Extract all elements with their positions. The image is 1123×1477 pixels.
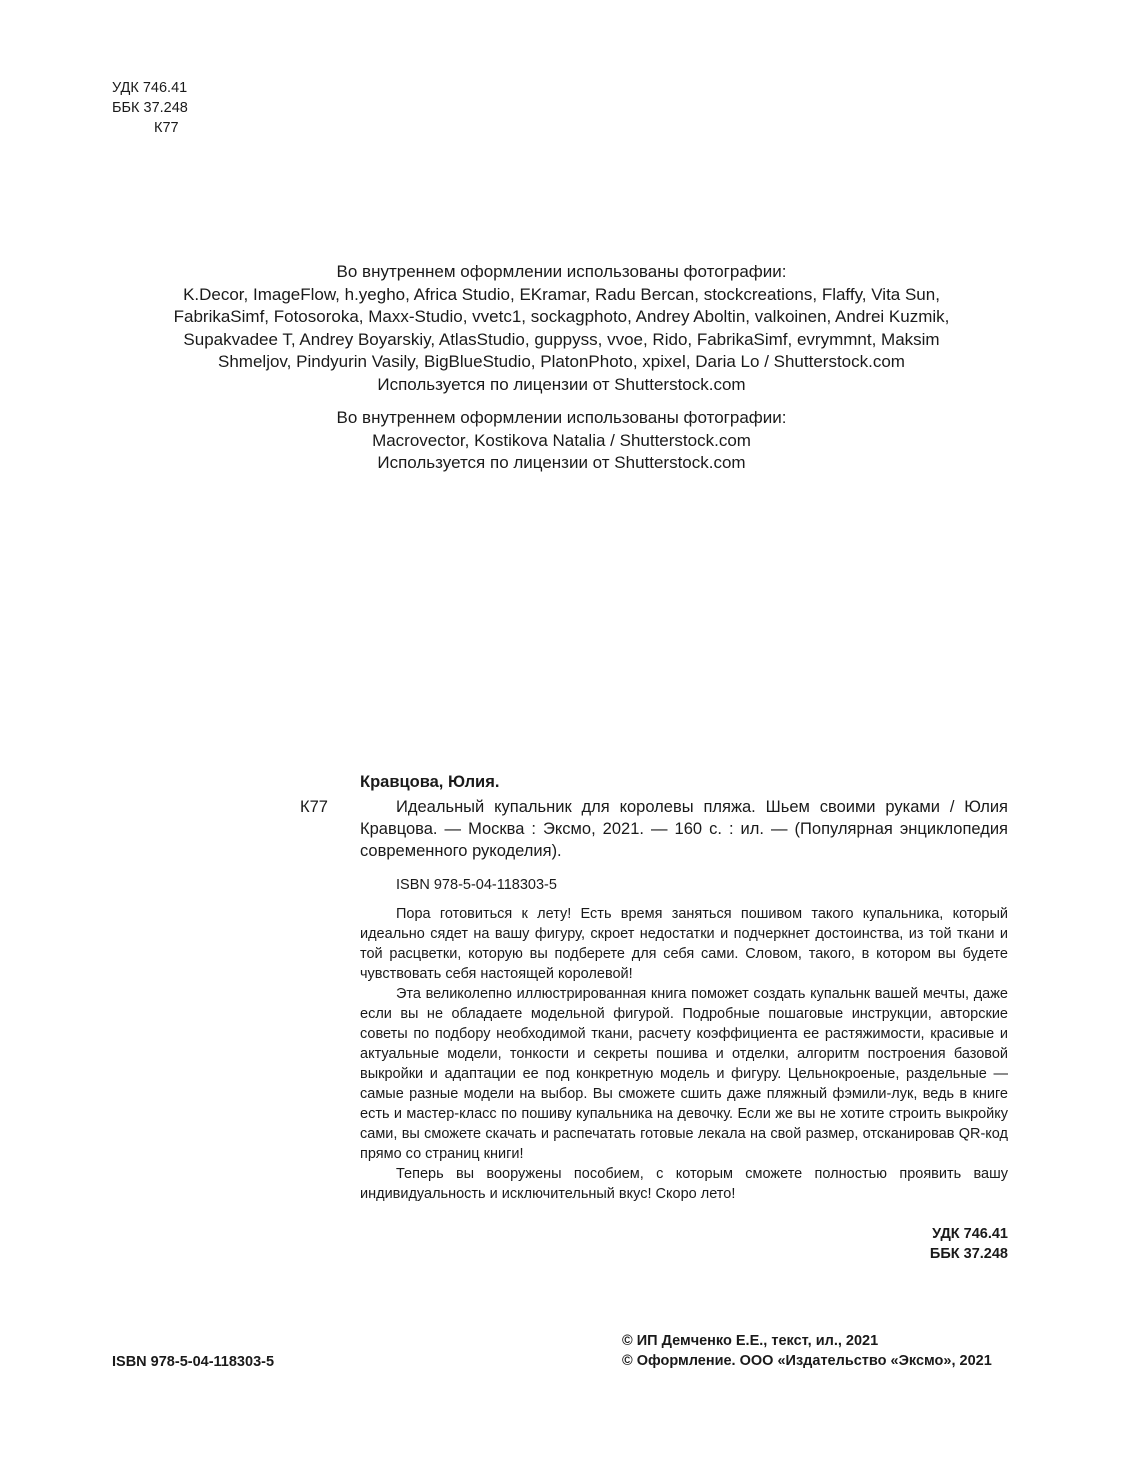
catalog-title-text: Идеальный купальник для королевы пляжа. Шьем своими руками / Юлия Кравцова. — Москва : Эксмо, 2021. — 160 с. : ил. — (Популярная энциклопедия современного рукоделия).	[360, 798, 1008, 860]
credits-line: Используется по лицензии от Shutterstock.com	[377, 453, 746, 472]
abstract-paragraph: Эта великолепно иллюстрированная книга поможет создать купальнк вашей мечты, даже если вы не обладаете модельной фигурой. Подробные пошаговые инструкции, авторские советы по подбору необходимой ткани, расчету коэффициента ее растяжимости, красивые и актуальные модели, тонкости и секреты пошива и отделки, алгоритм построения базовой выкройки и адаптации ее под конкретную модель и фигуру. Цельнокроеные, раздельные — самые разные модели на выбор. Вы сможете сшить даже пляжный фэмили-лук, ведь в книге есть и мастер-класс по пошиву купальника на девочку. Если же вы не хотите строить выкройку сами, вы сможете скачать и распечатать готовые лекала на свой размер, отсканировав QR-код прямо со страниц книги!	[360, 986, 1008, 1162]
credits-line: FabrikaSimf, Fotosoroka, Maxx-Studio, vvetc1, sockagphoto, Andrey Aboltin, valkoinen, Andrei Kuzmik,	[173, 307, 950, 326]
catalog-isbn: ISBN 978-5-04-118303-5	[396, 877, 557, 893]
catalog-author: Кравцова, Юлия.	[360, 773, 500, 791]
author-code: К77	[154, 120, 179, 136]
top-classification-block	[112, 78, 272, 138]
bbk-code: ББК 37.248	[112, 100, 188, 116]
credits-line: Shmeljov, Pindyurin Vasily, BigBlueStudio, PlatonPhoto, xpixel, Daria Lo / Shutterstock.com	[218, 352, 905, 371]
photo-credits-block-2	[90, 407, 1033, 475]
credits-line: Supakvadee T, Andrey Boyarskiy, AtlasStudio, guppyss, vvoe, Rido, FabrikaSimf, evrymmnt, Maksim	[183, 329, 940, 349]
footer-copyright	[622, 1331, 1022, 1371]
catalog-abstract	[360, 904, 1008, 1204]
udk-code: УДК 746.41	[112, 80, 188, 96]
credits-line: Во внутреннем оформлении использованы фотографии:	[336, 408, 787, 427]
catalog-title-description	[360, 796, 1008, 862]
credits-line: Используется по лицензии от Shutterstock.com	[377, 374, 746, 394]
catalog-author-code: К77	[300, 798, 328, 816]
catalog-classification	[880, 1224, 1008, 1264]
catalog-udk: УДК 746.41	[932, 1226, 1008, 1242]
credits-line: Во внутреннем оформлении использованы фотографии:	[336, 262, 787, 281]
photo-credits-block-1	[90, 261, 1033, 396]
credits-line: Macrovector, Kostikova Natalia / Shutterstock.com	[372, 430, 751, 450]
abstract-paragraph: Пора готовиться к лету! Есть время заняться пошивом такого купальника, который идеально сядет на вашу фигуру, скроет недостатки и подчеркнет достоинства, из той ткани и той расцветки, которую вы подберете для себя сами. Словом, такого, в котором вы будете чувствовать себя настоящей королевой!	[360, 906, 1008, 982]
catalog-bbk: ББК 37.248	[929, 1246, 1008, 1262]
abstract-paragraph: Теперь вы вооружены пособием, с которым сможете полностью проявить вашу индивидуальность и исключительный вкус! Скоро лето!	[360, 1166, 1008, 1202]
credits-line: K.Decor, ImageFlow, h.yegho, Africa Studio, EKramar, Radu Bercan, stockcreations, Flaffy, Vita Sun,	[183, 284, 940, 304]
copyright-text: © ИП Демченко Е.Е., текст, ил., 2021	[622, 1333, 879, 1349]
copyright-design: © Оформление. ООО «Издательство «Эксмо», 2021	[622, 1353, 992, 1369]
footer-isbn: ISBN 978-5-04-118303-5	[112, 1354, 275, 1370]
